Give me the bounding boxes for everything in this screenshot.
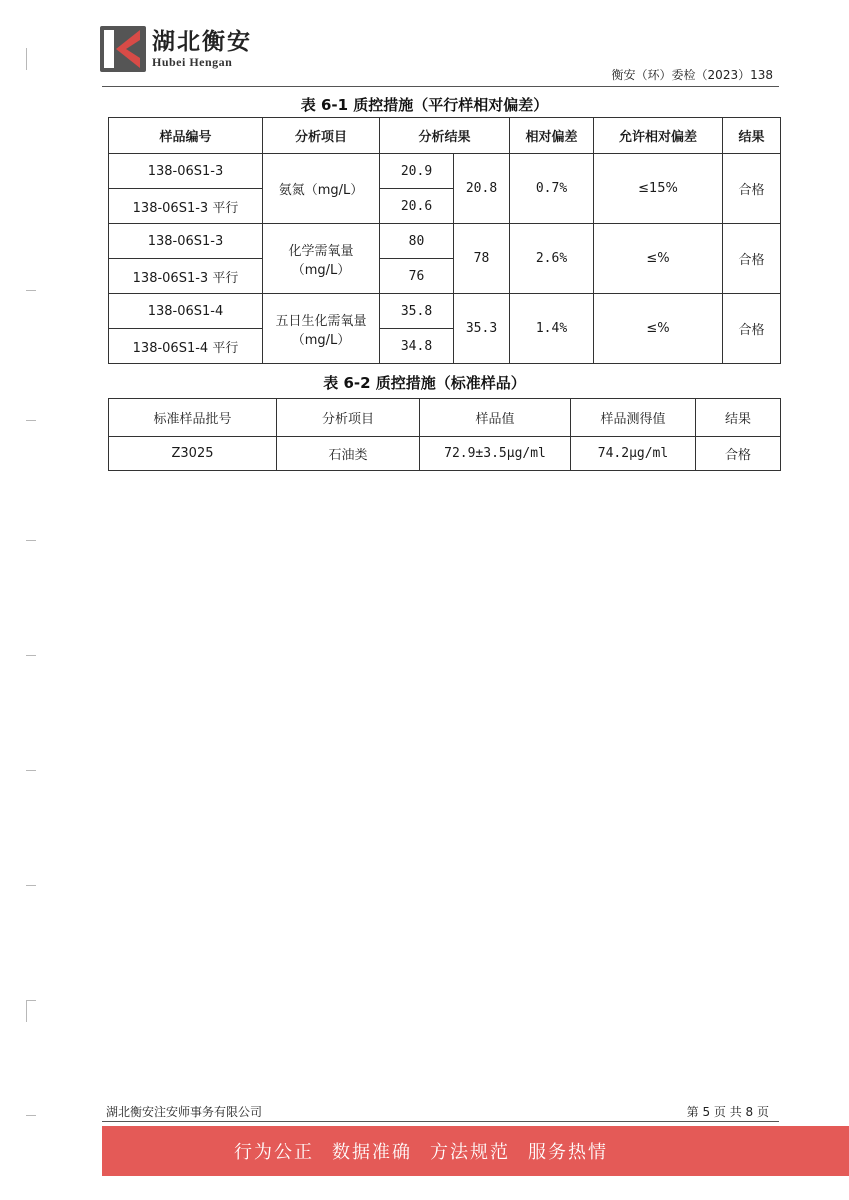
table-row bbox=[109, 437, 781, 471]
result-value: 20.6 bbox=[380, 189, 454, 224]
verdict: 合格 bbox=[723, 294, 781, 364]
allowed-deviation: ≤% bbox=[594, 294, 723, 364]
standard-sample-table bbox=[108, 398, 781, 471]
binding-marks bbox=[26, 0, 38, 1200]
analysis-item: 石油类 bbox=[277, 437, 420, 471]
sample-id: 138-06S1-3 平行 bbox=[109, 189, 263, 224]
slogan-item: 行为公正 bbox=[234, 1142, 314, 1163]
sample-id: 138-06S1-4 平行 bbox=[109, 329, 263, 364]
slogan-banner bbox=[102, 1126, 849, 1176]
col-header-sample-id: 样品编号 bbox=[109, 118, 263, 154]
header-divider bbox=[102, 86, 779, 87]
standard-batch-id: Z3025 bbox=[109, 437, 277, 471]
result-value: 34.8 bbox=[380, 329, 454, 364]
col-header-reference-value: 样品值 bbox=[420, 399, 571, 437]
verdict: 合格 bbox=[723, 154, 781, 224]
document-number: 衡安（环）委检（2023）138 bbox=[611, 68, 773, 82]
col-header-verdict: 结果 bbox=[723, 118, 781, 154]
result-value: 20.9 bbox=[380, 154, 454, 189]
company-logo bbox=[100, 26, 252, 72]
sample-id: 138-06S1-3 平行 bbox=[109, 259, 263, 294]
result-value: 80 bbox=[380, 224, 454, 259]
col-header-allowed-deviation: 允许相对偏差 bbox=[594, 118, 723, 154]
relative-deviation: 0.7% bbox=[510, 154, 594, 224]
page-number: 第 5 页 共 8 页 bbox=[686, 1105, 769, 1119]
sample-id: 138-06S1-4 bbox=[109, 294, 263, 329]
result-value: 76 bbox=[380, 259, 454, 294]
analysis-item: 氨氮（mg/L） bbox=[263, 154, 380, 224]
allowed-deviation: ≤15% bbox=[594, 154, 723, 224]
verdict: 合格 bbox=[723, 224, 781, 294]
hengan-logo-icon bbox=[100, 26, 146, 72]
company-name: 湖北衡安注安师事务有限公司 bbox=[106, 1105, 263, 1119]
col-header-standard-batch: 标准样品批号 bbox=[109, 399, 277, 437]
slogan-item: 数据准确 bbox=[332, 1142, 412, 1163]
parallel-sample-table bbox=[108, 117, 781, 364]
table-row bbox=[109, 154, 781, 189]
col-header-analysis-result: 分析结果 bbox=[380, 118, 510, 154]
analysis-item: 五日生化需氧量（mg/L） bbox=[263, 294, 380, 364]
sample-id: 138-06S1-3 bbox=[109, 154, 263, 189]
table-row bbox=[109, 224, 781, 259]
analysis-item: 化学需氧量（mg/L） bbox=[263, 224, 380, 294]
logo-english-name: Hubei Hengan bbox=[152, 54, 233, 69]
result-mean: 78 bbox=[454, 224, 510, 294]
verdict: 合格 bbox=[696, 437, 781, 471]
allowed-deviation: ≤% bbox=[594, 224, 723, 294]
result-mean: 35.3 bbox=[454, 294, 510, 364]
result-value: 35.8 bbox=[380, 294, 454, 329]
slogan-item: 服务热情 bbox=[528, 1142, 608, 1163]
col-header-measured-value: 样品测得值 bbox=[571, 399, 696, 437]
table-row bbox=[109, 294, 781, 329]
col-header-relative-deviation: 相对偏差 bbox=[510, 118, 594, 154]
table2-header-row bbox=[109, 399, 781, 437]
sample-id: 138-06S1-3 bbox=[109, 224, 263, 259]
relative-deviation: 2.6% bbox=[510, 224, 594, 294]
table1-caption: 表 6-1 质控措施（平行样相对偏差） bbox=[300, 96, 549, 114]
reference-value: 72.9±3.5μg/ml bbox=[420, 437, 571, 471]
footer-divider bbox=[102, 1121, 779, 1122]
slogan-item: 方法规范 bbox=[430, 1142, 510, 1163]
col-header-analysis-item: 分析项目 bbox=[263, 118, 380, 154]
table1-header-row bbox=[109, 118, 781, 154]
relative-deviation: 1.4% bbox=[510, 294, 594, 364]
col-header-verdict: 结果 bbox=[696, 399, 781, 437]
table2-caption: 表 6-2 质控措施（标准样品） bbox=[323, 374, 526, 392]
logo-chinese-name: 湖北衡安 bbox=[152, 28, 252, 55]
measured-value: 74.2μg/ml bbox=[571, 437, 696, 471]
result-mean: 20.8 bbox=[454, 154, 510, 224]
col-header-analysis-item: 分析项目 bbox=[277, 399, 420, 437]
